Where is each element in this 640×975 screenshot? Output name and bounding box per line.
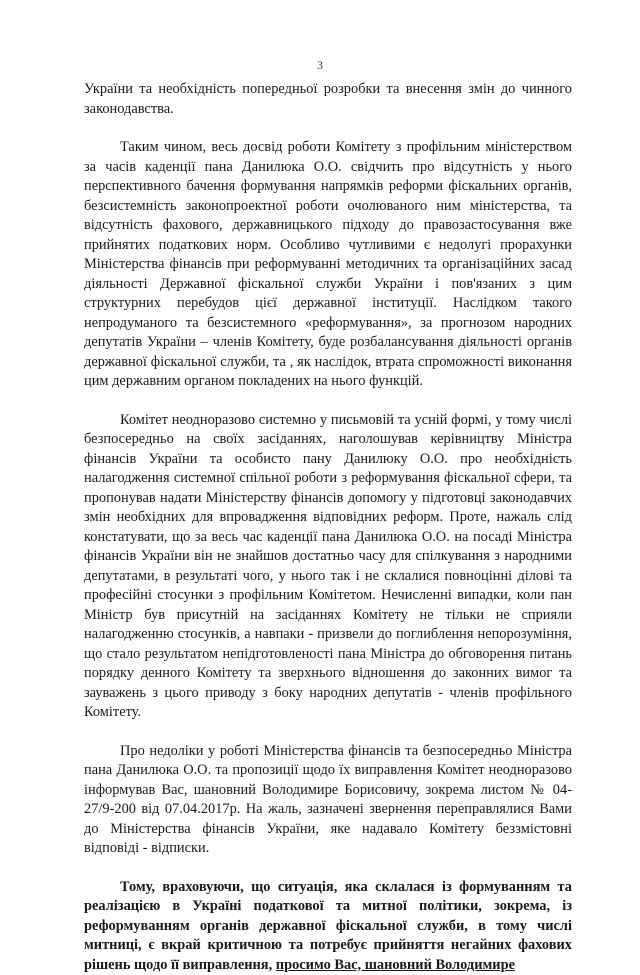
paragraph-shortcomings: Про недоліки у роботі Міністерства фінансів та безпосередньо Міністра пана Данилюка О.О. та пропозиції щодо їх виправлення Комітет неодноразово інформував Вас, шановний Володимире Борисовичу, зокрема листом № 04-27/9-200 від 07.04.2017р. На жаль, зазначені звернення переправлялися Вами до Міністерства фінансів України, яке надавало Комітету беззмістовні відповіді - відписки.: [84, 742, 572, 859]
paragraph-continuation: України та необхідність попередньої розробки та внесення змін до чинного законодавства.: [84, 80, 572, 119]
page-number: 3: [0, 58, 640, 73]
paragraph-committee-appeals: Комітет неодноразово системно у письмовій та усній формі, у тому числі безпосередньо на своїх засіданнях, наголошував керівництву Міністра фінансів України та особисто пану Данилюку О.О. про необхідність налагодження системної спільної роботи з реформування фіскальної сфери, та пропонував надати Міністерству фінансів допомогу у підготовці законодавчих змін необхідних для впровадження відповідних реформ. Проте, нажаль слід констатувати, що за весь час каденції пана Данилюка О.О. на посаді Міністра фінансів України він не знайшов достатньо часу для спілкування з народними депутатами, в результаті чого, у нього так і не склалися повноцінні ділові та професійні стосунки з профільним Комітетом. Нечисленні випадки, коли пан Міністр був присутній на засіданнях Комітету не тільки не сприяли налагодженню стосунків, а навпаки - призвели до поглиблення непорозуміння, що стало результатом непідготовленості пана Міністра до обговорення питань порядку денного Комітету та зверхнього відношення до законних вимог та зауважень з цього приводу з боку народних депутатів - членів профільного Комітету.: [84, 411, 572, 723]
request-underlined-text: просимо Вас, шановний Володимире: [276, 957, 515, 973]
paragraph-request: [84, 878, 572, 975]
paragraph-committee-experience: Таким чином, весь досвід роботи Комітету з профільним міністерством за часів каденції пана Данилюка О.О. свідчить про відсутність у нього перспективного бачення формування напрямків реформи фіскальних органів, безсистемність законопроектної роботи очолюваного ним міністерства, та відсутність фахового, державницького підходу до правозастосування вже прийнятих податкових норм. Особливо чутливими є недолугі прорахунки Міністерства фінансів при реформуванні методичних та організаційних засад діяльності Державної фіскальної служби України і пов'язаних з цим структурних перебудов цієї державної інституції. Наслідком такого непродуманого та безсистемного «реформування», за прогнозом народних депутатів України – членів Комітету, буде розбалансування діяльності органів державної фіскальної служби, та , як наслідок, втрата спроможності виконання цим державним органом покладених на нього функцій.: [84, 138, 572, 392]
request-text: Тому, враховуючи, що ситуація, яка склалася із формуванням та реалізацією в Україні податкової та митної політики, зокрема, із реформуванням органів державної фіскальної служби, в тому числі митниці, є вкрай критичною та потребує прийняття негайних фахових рішень щодо її виправлення,: [84, 879, 572, 973]
